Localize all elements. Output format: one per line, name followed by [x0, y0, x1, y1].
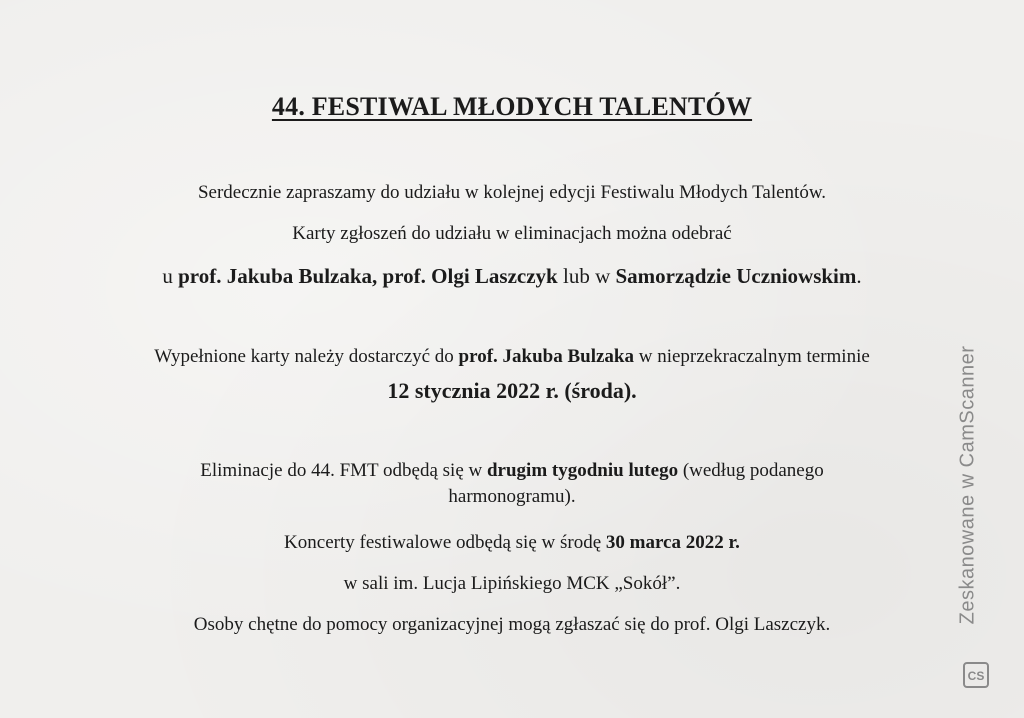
- paragraph-forms-location: [0, 264, 1024, 289]
- logo-text: CS: [967, 669, 985, 683]
- deadline-post: w nieprzekraczalnym terminie: [633, 346, 870, 367]
- deadline-date: 12 stycznia 2022 r. (środa).: [387, 378, 637, 403]
- paragraph-deadline-intro: [0, 346, 1024, 368]
- deadline-pre: Wypełnione karty należy dostarczyć do: [154, 346, 459, 367]
- paragraph-venue: w sali im. Lucja Lipińskiego MCK „Sokół”.: [343, 573, 681, 594]
- camscanner-logo-icon: [963, 662, 989, 688]
- paragraph-invitation: Serdecznie zapraszamy do udziału w kolejnej edycji Festiwalu Młodych Talentów.: [197, 182, 827, 203]
- concerts-date: 30 marca 2022 r.: [605, 532, 740, 553]
- deadline-teacher: prof. Jakuba Bulzaka: [458, 346, 634, 367]
- title-text: 44. FESTIWAL MŁODYCH TALENTÓW: [271, 92, 753, 121]
- forms-location-teachers: prof. Jakuba Bulzaka, prof. Olgi Laszczyk: [178, 264, 558, 288]
- eliminations-week: drugim tygodniu lutego: [486, 460, 679, 481]
- paragraph-concerts: [0, 532, 1024, 554]
- paragraph-forms-pickup: Karty zgłoszeń do udziału w eliminacjach można odebrać: [292, 223, 732, 244]
- forms-location-mid: lub w: [557, 264, 616, 288]
- forms-location-council: Samorządzie Uczniowskim: [615, 264, 857, 288]
- paragraph-eliminations-cont: harmonogramu).: [448, 486, 576, 507]
- eliminations-pre: Eliminacje do 44. FMT odbędą się w: [200, 460, 487, 481]
- paragraph-volunteers: Osoby chętne do pomocy organizacyjnej mogą zgłaszać się do prof. Olgi Laszczyk.: [193, 614, 831, 635]
- forms-location-pre: u: [162, 264, 179, 288]
- page-title: [0, 92, 1024, 122]
- camscanner-watermark: [938, 315, 998, 655]
- eliminations-post: (według podanego: [678, 460, 824, 481]
- forms-location-post: .: [856, 264, 862, 288]
- concerts-pre: Koncerty festiwalowe odbędą się w środę: [284, 532, 606, 553]
- watermark-text: Zeskanowane w CamScanner: [956, 345, 979, 625]
- paragraph-eliminations: [0, 460, 1024, 482]
